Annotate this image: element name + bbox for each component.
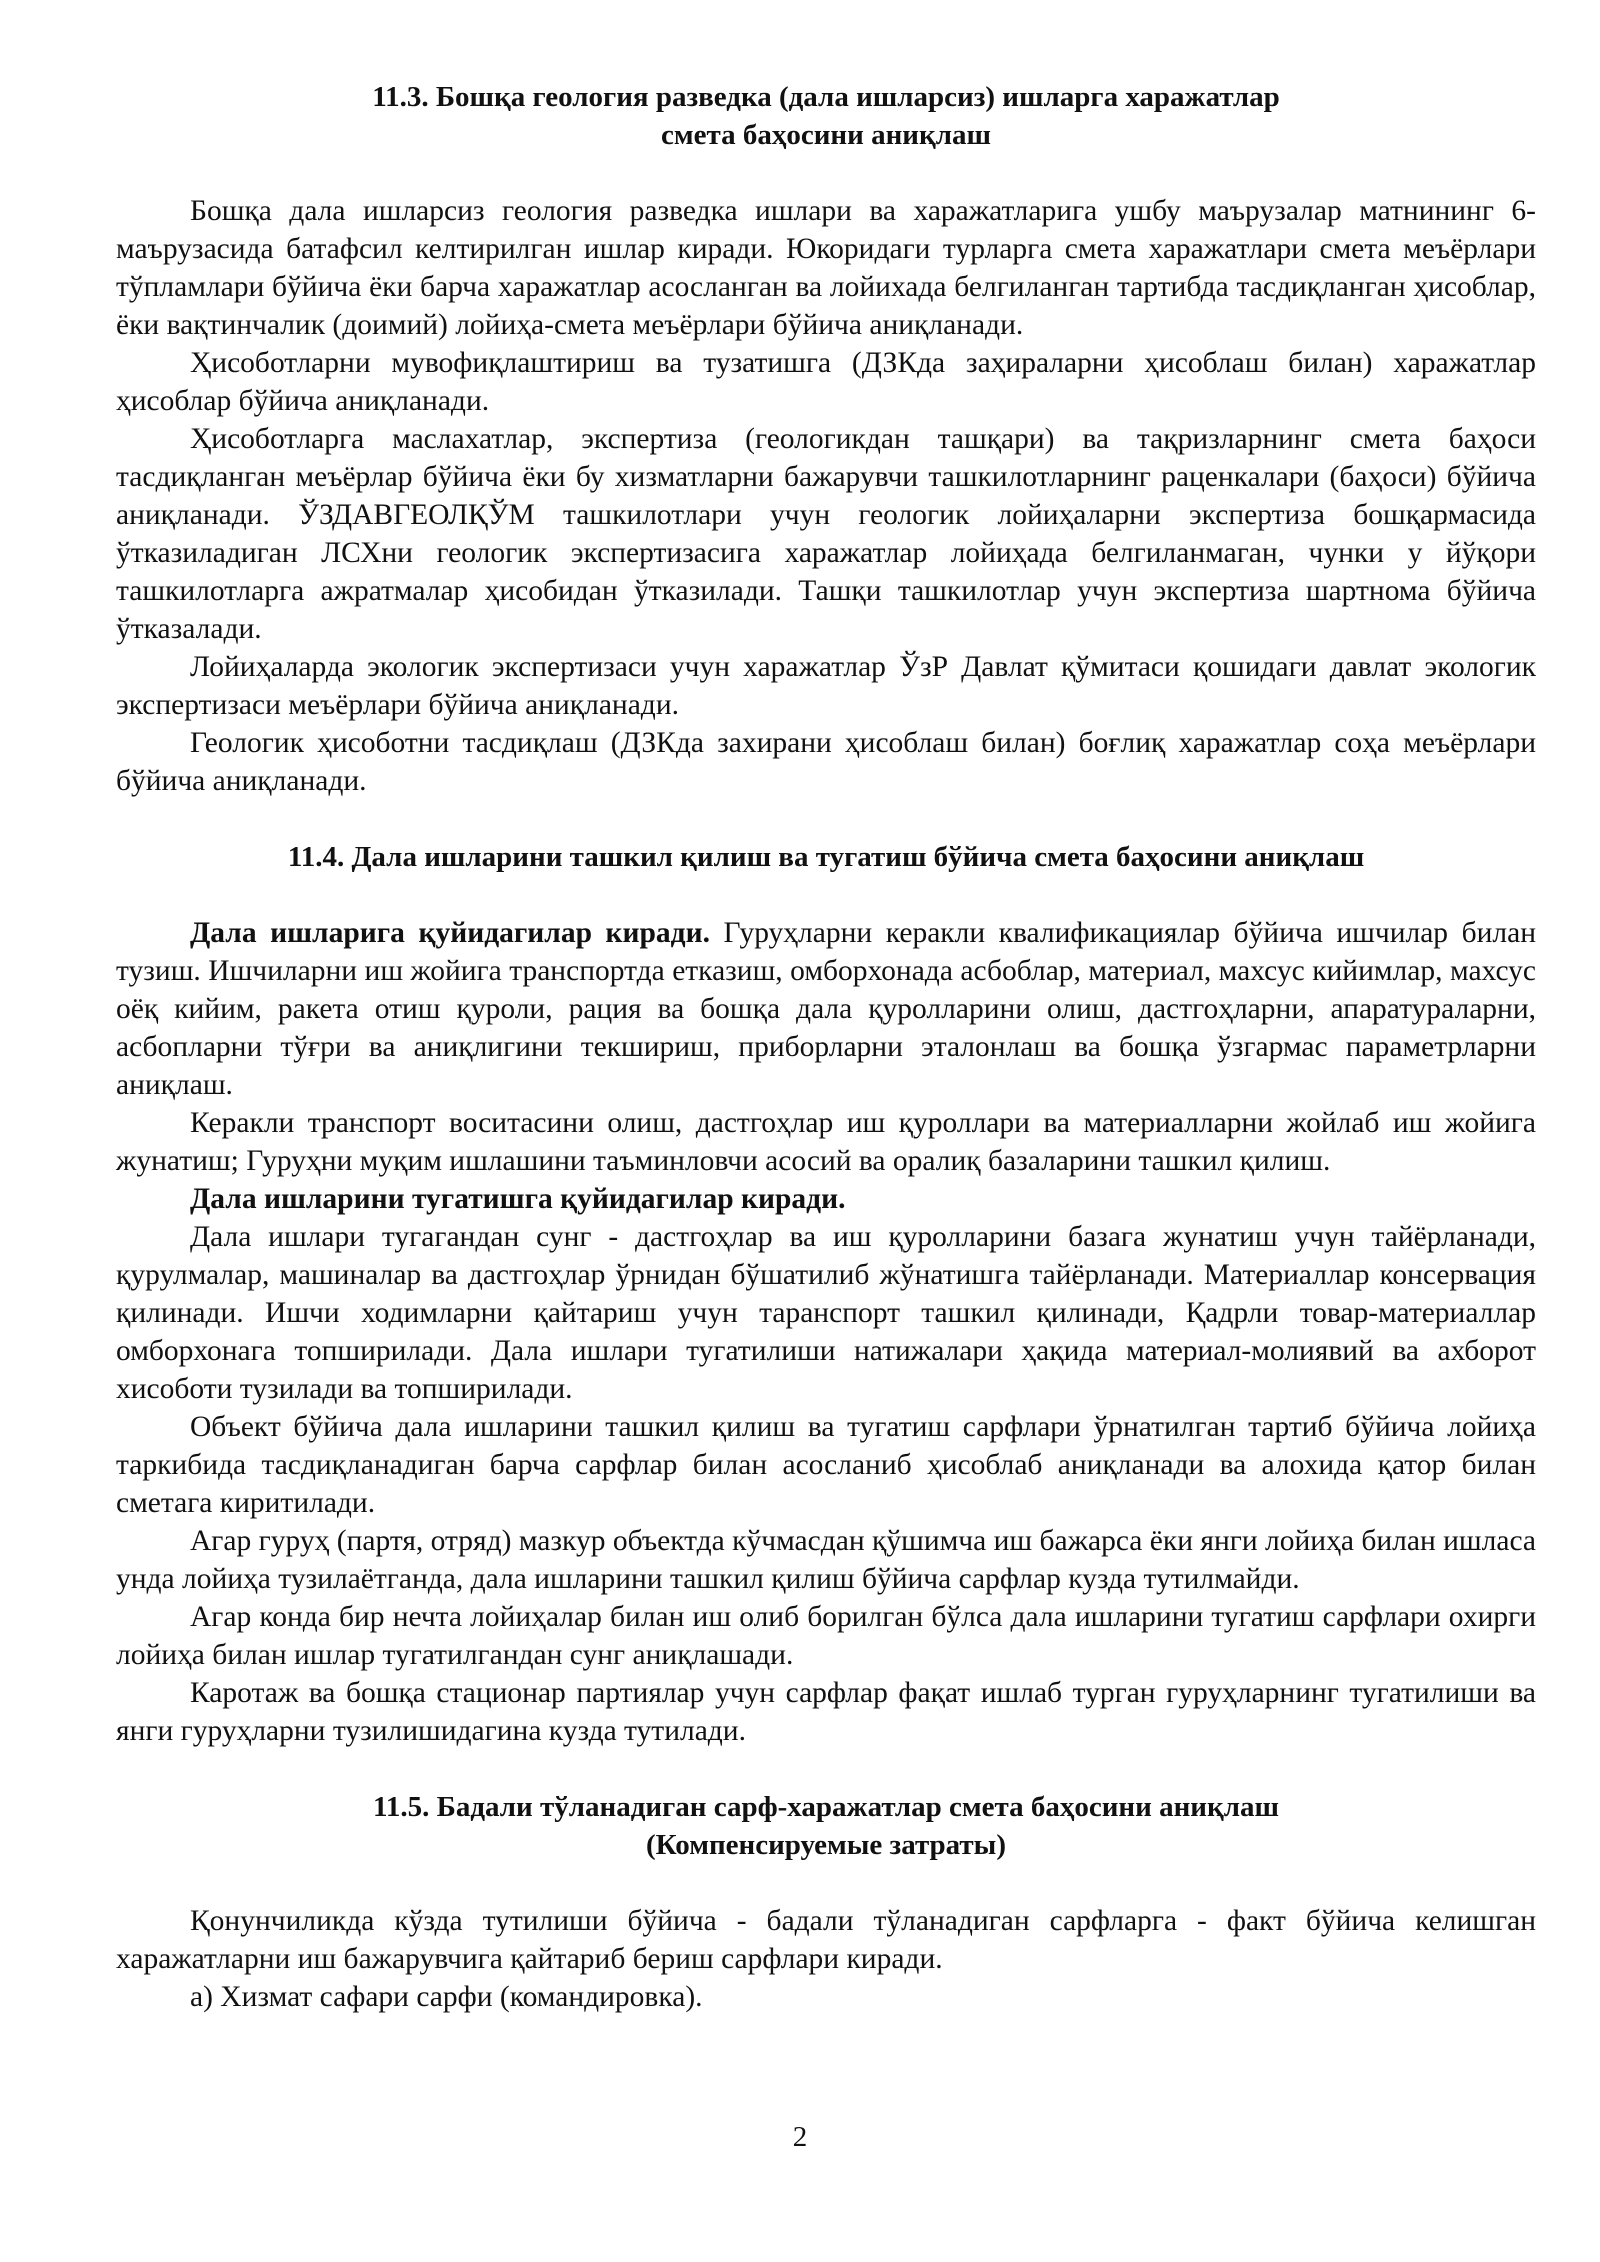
paragraph <box>116 914 1536 1104</box>
paragraph: Агар гуруҳ (партя, отряд) мазкур объектда кўчмасдан қўшимча иш бажарса ёки янги лойиҳа билан ишласа унда лойиҳа тузилаётганда, дала ишларини ташкил қилиш бўйича сарфлар кузда тутилмайди. <box>116 1525 1536 1595</box>
section-heading-11-5 <box>116 1788 1536 1864</box>
paragraph-text: Гуруҳларни керакли квалификациялар бўйича ишчилар билан тузиш. Ишчиларни иш жойига транспортда етказиш, омборхонада асбоблар, материал, махсус кийимлар, махсус оёқ кийим, ракета отиш қуроли, рация ва бошқа дала қуролларини олиш, дастгоҳларни, апаратураларни, асбопларни тўғри ва аниқлигини текшириш, приборларни эталонлаш ва бошқа ўзгармас параметрларни аниқлаш. <box>116 917 1536 1101</box>
paragraph: Объект бўйича дала ишларини ташкил қилиш ва тугатиш сарфлари ўрнатилган тартиб бўйича лойиҳа таркибида тасдиқланадиган барча сарфлар билан асосланиб ҳисоблаб аниқланади ва алохида қатор билан сметага киритилади. <box>116 1411 1536 1519</box>
section-heading-11-3 <box>116 78 1536 154</box>
paragraph: а) Хизмат сафари сарфи (командировка). <box>190 1981 703 2013</box>
heading-line: смета баҳосини аниқлаш <box>661 119 991 151</box>
paragraph: Керакли транспорт воситасини олиш, дастгоҳлар иш қуроллари ва материалларни жойлаб иш жойига жунатиш; Гуруҳни муқим ишлашини таъминловчи асосий ва оралиқ базаларини ташкил қилиш. <box>116 1107 1536 1177</box>
paragraph: Лойиҳаларда экологик экспертизаси учун харажатлар ЎзР Давлат қўмитаси қошидаги давлат экологик экспертизаси меъёрлари бўйича аниқланади. <box>116 651 1536 721</box>
document-page <box>116 78 1536 2016</box>
paragraph: Агар конда бир нечта лойиҳалар билан иш олиб борилган бўлса дала ишларини тугатиш сарфлари охирги лойиҳа билан ишлар тугатилгандан сунг аниқлашади. <box>116 1601 1536 1671</box>
paragraph: Геологик ҳисоботни тасдиқлаш (ДЗКда захирани ҳисоблаш билан) боғлиқ харажатлар соҳа меъёрлари бўйича аниқланади. <box>116 727 1536 797</box>
heading-line: 11.5. Бадали тўланадиган сарф-харажатлар смета баҳосини аниқлаш <box>373 1791 1279 1823</box>
heading-line: 11.3. Бошқа геология разведка (дала ишларсиз) ишларга харажатлар <box>372 81 1280 113</box>
section-heading-11-4 <box>116 838 1536 876</box>
paragraph: Дала ишлари тугагандан сунг - дастгоҳлар ва иш қуролларини базага жунатиш учун тайёрланади, қурулмалар, машиналар ва дастгоҳлар ўрнидан бўшатилиб жўнатишга тайёрланади. Материаллар консервация қилинади. Ишчи ходимларни қайтариш учун таранспорт ташкил қилинади, Қадрли товар-материаллар омборхонага топширилади. Дала ишлари тугатилиши натижалари ҳақида материал-молиявий ва ахборот хисоботи тузилади ва топширилади. <box>116 1221 1536 1405</box>
heading-line: 11.4. Дала ишларини ташкил қилиш ва тугатиш бўйича смета баҳосини аниқлаш <box>287 841 1365 873</box>
bold-subheading: Дала ишларини тугатишга қуйидагилар киради. <box>190 1183 846 1215</box>
paragraph: Каротаж ва бошқа стационар партиялар учун сарфлар фақат ишлаб турган гуруҳларнинг тугатилиши ва янги гуруҳларни тузилишидагина кузда тутилади. <box>116 1677 1536 1747</box>
bold-lead: Дала ишларига қуйидагилар киради. <box>190 917 710 949</box>
heading-line: (Компенсируемые затраты) <box>646 1829 1006 1861</box>
paragraph: Ҳисоботларга маслахатлар, экспертиза (геологикдан ташқари) ва тақризларнинг смета баҳоси тасдиқланган меъёрлар бўйича ёки бу хизматларни бажарувчи ташкилотларнинг раценкалари (баҳоси) бўйича аниқланади. ЎЗДАВГЕОЛҚЎМ ташкилотлари учун геологик лойиҳаларни экспертиза бошқармасида ўтказиладиган ЛСХни геологик экспертизасига харажатлар лойиҳада белгиланмаган, чунки у йўқори ташкилотларга ажратмалар ҳисобидан ўтказилади. Ташқи ташкилотлар учун экспертиза шартнома бўйича ўтказалади. <box>116 423 1536 645</box>
paragraph: Ҳисоботларни мувофиқлаштириш ва тузатишга (ДЗКда заҳираларни ҳисоблаш билан) харажатлар ҳисоблар бўйича аниқланади. <box>116 347 1536 417</box>
page-number: 2 <box>792 2121 808 2153</box>
paragraph: Қонунчиликда кўзда тутилиши бўйича - бадали тўланадиган сарфларга - факт бўйича келишган харажатларни иш бажарувчига қайтариб бериш сарфлари киради. <box>116 1905 1536 1975</box>
paragraph: Бошқа дала ишларсиз геология разведка ишлари ва харажатларига ушбу маърузалар матнининг 6-маърузасида батафсил келтирилган ишлар киради. Юкоридаги турларга смета харажатлари смета меъёрлари тўпламлари бўйича ёки барча харажатлар асосланган ва лойихада белгиланган тартибда тасдиқланган ҳисоблар, ёки вақтинчалик (доимий) лойиҳа-смета меъёрлари бўйича аниқланади. <box>116 195 1536 341</box>
